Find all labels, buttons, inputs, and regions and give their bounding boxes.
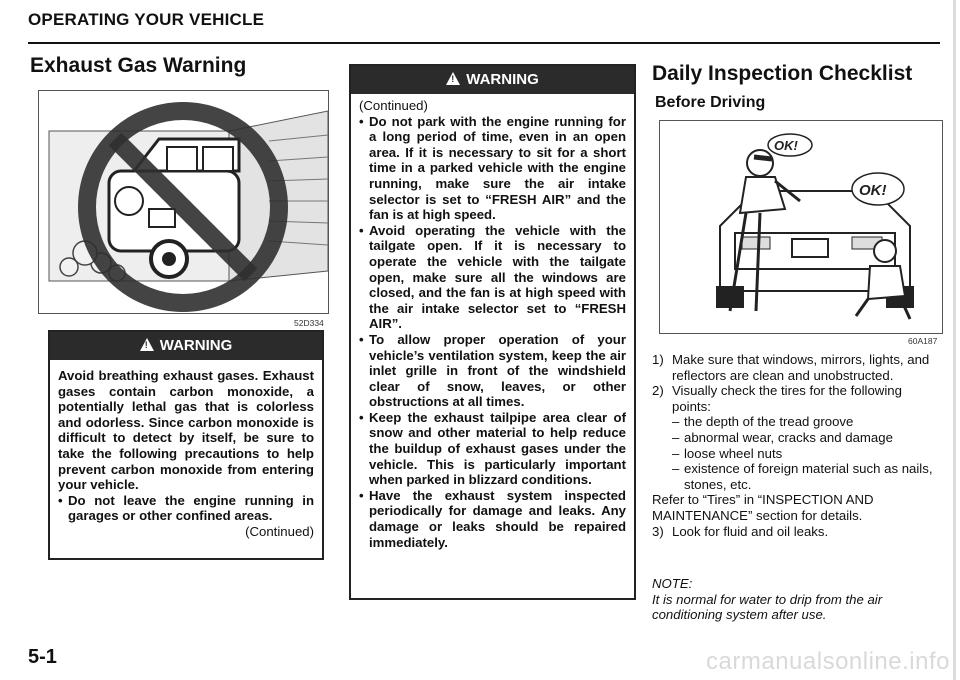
- header-rule: [28, 42, 940, 44]
- warning-triangle-icon: [446, 72, 460, 85]
- warning-title-bar: [351, 66, 634, 94]
- watermark: carmanualsonline.info: [706, 648, 950, 675]
- warning-bullet: • Keep the exhaust tailpipe area clear of snow and other material to help reduce the buildup of exhaust gases under the vehicle. This is particularly important when parked in blizzard conditions.: [359, 410, 626, 488]
- continued-warning-box: [349, 64, 636, 600]
- warning-title: WARNING: [159, 337, 233, 354]
- page-edge: [953, 0, 956, 680]
- continued-label: (Continued): [245, 523, 314, 539]
- sub-list-item: – existence of foreign material such as nails, stones, etc.: [672, 461, 933, 492]
- before-driving-subheading: Before Driving: [655, 94, 766, 111]
- page-number: 5-1: [28, 646, 57, 668]
- note-text: It is normal for water to drip from the air conditioning system after use.: [652, 591, 883, 623]
- list-item: 2) Visually check the tires for the following points:: [652, 383, 902, 414]
- warning-body: [351, 94, 634, 554]
- figure-code-left: 52D334: [294, 318, 324, 328]
- sub-list-item: – the depth of the tread groove: [672, 414, 854, 430]
- continued-label: (Continued): [359, 98, 428, 113]
- list-item: 3) Look for fluid and oil leaks.: [652, 523, 829, 539]
- warning-bullet: • To allow proper operation of your vehicle’s ventilation system, keep the air inlet grille in front of the windshield clear of snow, leaves, or other obstructions at all times.: [359, 332, 626, 410]
- inspection-figure: [659, 120, 943, 334]
- list-item: 1) Make sure that windows, mirrors, lights, and reflectors are clean and unobstructed.: [652, 352, 930, 383]
- exhaust-figure: [38, 90, 329, 314]
- section-header: OPERATING YOUR VEHICLE: [28, 10, 265, 29]
- warning-title: WARNING: [466, 71, 539, 88]
- warning-paragraph: Avoid breathing exhaust gases. Exhaust gases contain carbon monoxide, a potentially lethal gas that is colorless and odorless. Since carbon monoxide is difficult to detect by itself, be sure to take the following precautions to help prevent carbon monoxide from entering your vehicle.: [58, 368, 314, 493]
- garage-car-illustration: [39, 91, 328, 313]
- figure-code-right: 60A187: [908, 336, 938, 346]
- warning-title-bar: [50, 332, 322, 360]
- ok-bubble-text: OK!: [859, 182, 887, 199]
- checklist-heading: Daily Inspection Checklist: [652, 62, 913, 85]
- exhaust-warning-box: [48, 330, 324, 560]
- checklist: [652, 352, 942, 539]
- exhaust-heading: Exhaust Gas Warning: [30, 54, 247, 77]
- warning-bullet: • Do not park with the engine running for a long period of time, even in an open area. If it is necessary to sit for a short time in a parked vehicle with the engine running, make sure the air intake selector is set to “FRESH AIR” and the fan is at high speed.: [359, 114, 626, 223]
- warning-bullet: • Do not leave the engine running in garages or other confined areas.: [58, 493, 314, 524]
- inspection-illustration: [660, 121, 942, 333]
- note: [652, 576, 942, 623]
- refer-text: Refer to “Tires” in “INSPECTION AND MAINTENANCE” section for details.: [652, 492, 874, 523]
- sub-list-item: – abnormal wear, cracks and damage: [672, 429, 893, 445]
- warning-triangle-icon: [140, 338, 154, 351]
- ok-bubble-text: OK!: [774, 138, 798, 153]
- warning-body: [50, 360, 322, 544]
- warning-bullet: • Have the exhaust system inspected periodically for damage and leaks. Any damage or leaks should be repaired immediately.: [359, 488, 626, 550]
- warning-bullet: • Avoid operating the vehicle with the tailgate open. If it is necessary to operate the vehicle with the tailgate open, make sure all the windows are closed, and the fan is at high speed with the air intake selector set to “FRESH AIR”.: [359, 223, 626, 332]
- note-label: NOTE:: [652, 576, 693, 591]
- sub-list-item: – loose wheel nuts: [672, 445, 783, 461]
